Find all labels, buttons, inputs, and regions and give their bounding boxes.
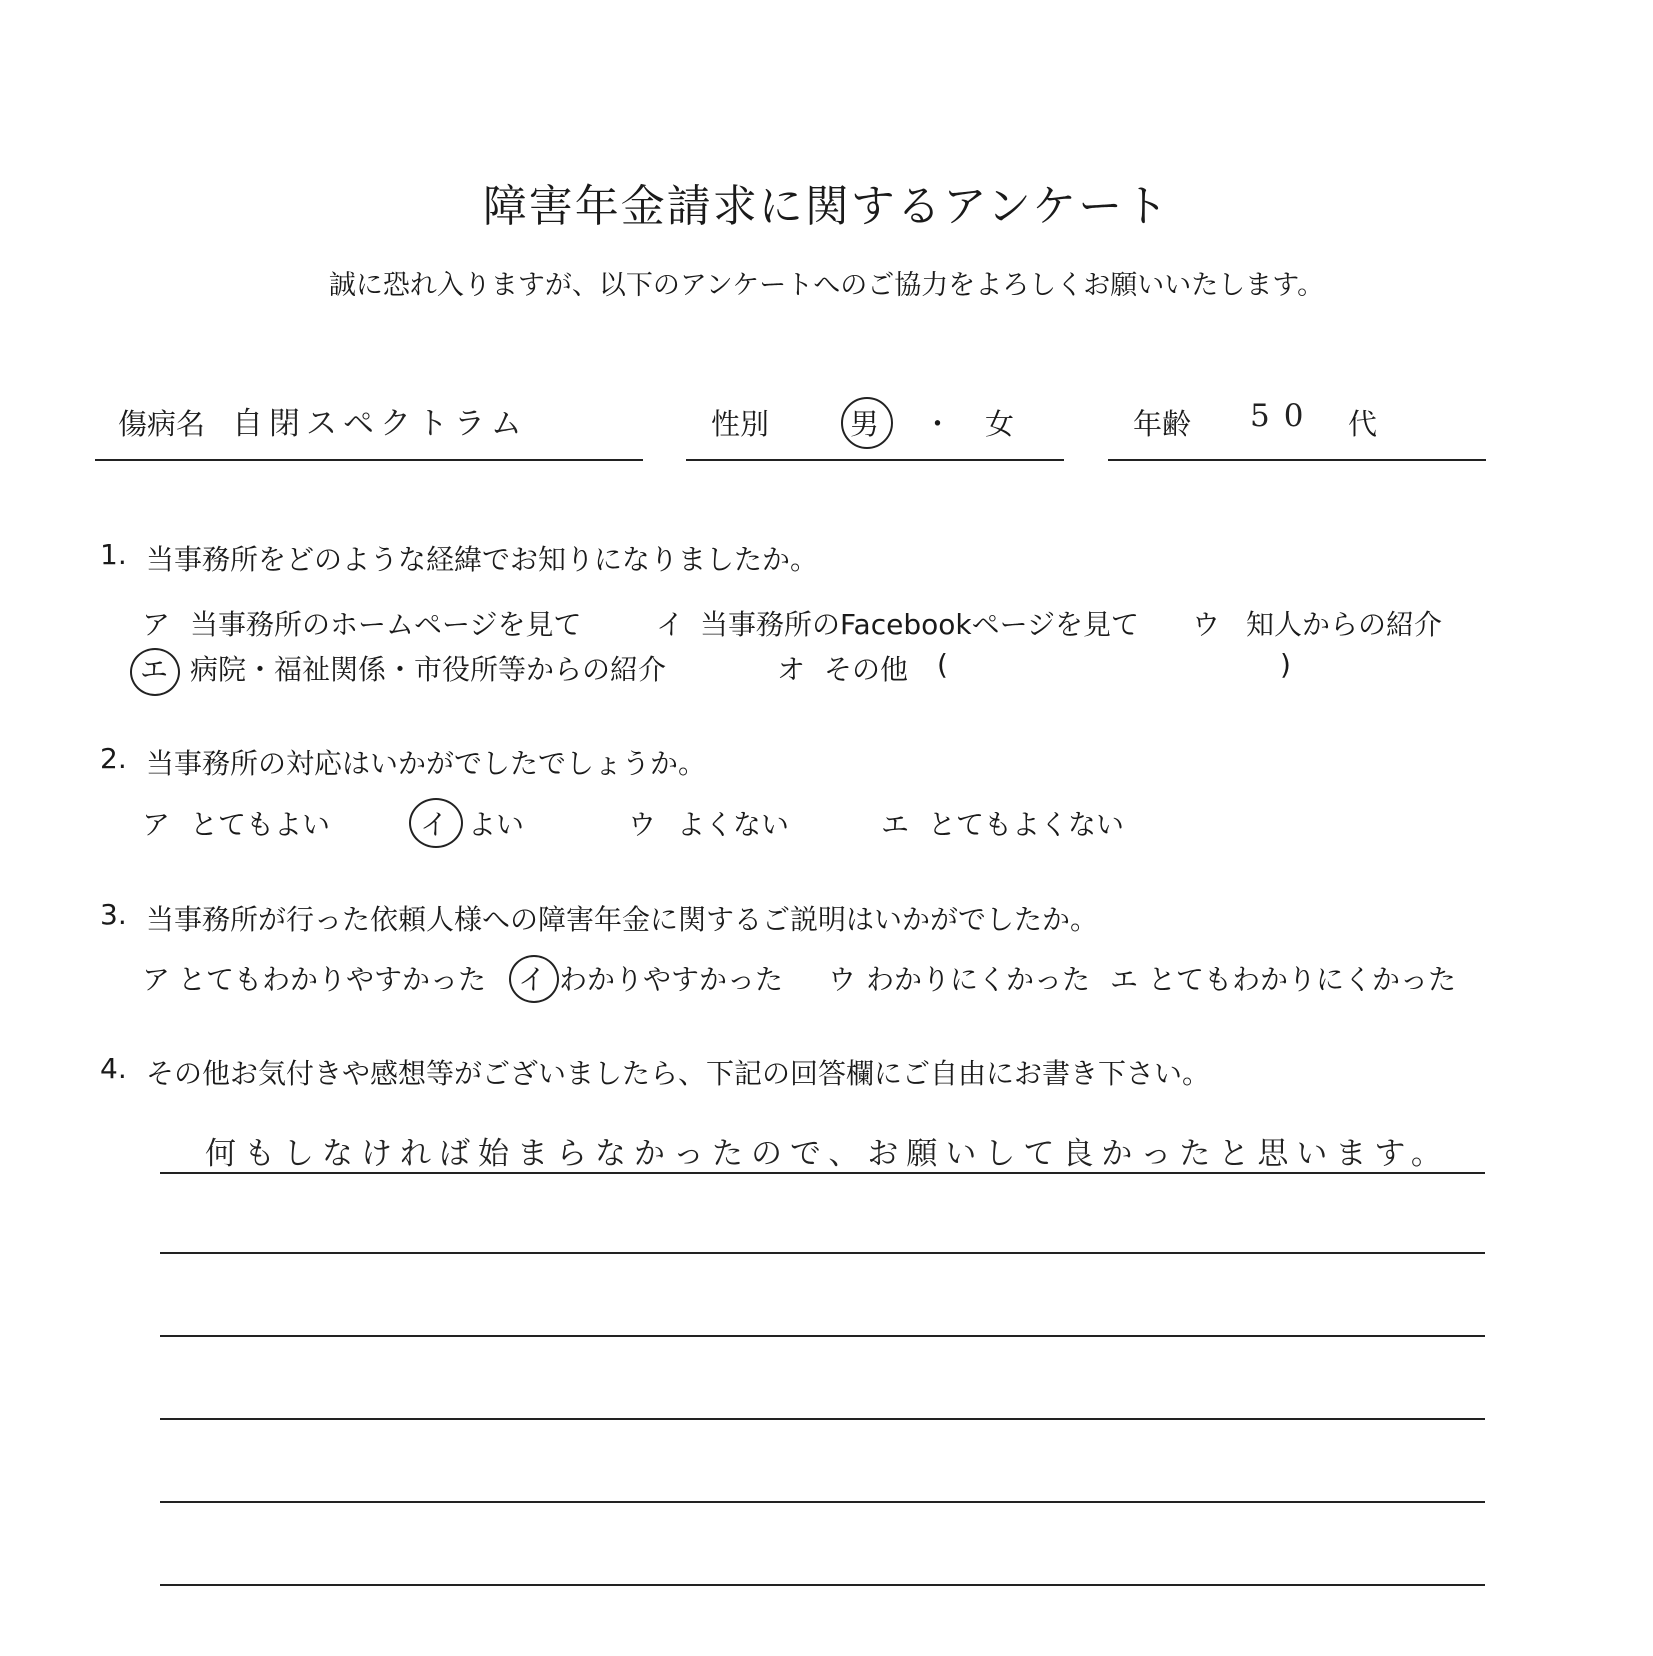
age-unit: 代 — [1348, 407, 1378, 441]
answer-line — [160, 1172, 1485, 1174]
q1-other-close-paren: ) — [1280, 648, 1291, 681]
q3-text: 当事務所が行った依頼人様への障害年金に関するご説明はいかがでしたか。 — [146, 903, 1099, 936]
q3-option-a-label: とてもわかりやすかった — [178, 963, 487, 996]
answer-line — [160, 1584, 1485, 1586]
gender-option-female[interactable]: 女 — [985, 407, 1015, 441]
q1-option-a-label: 当事務所のホームページを見て — [190, 608, 582, 641]
q2-option-a-letter[interactable]: ア — [142, 808, 171, 841]
answer-line — [160, 1252, 1485, 1254]
q3-option-a-letter[interactable]: ア — [142, 963, 171, 996]
q1-text: 当事務所をどのような経緯でお知りになりましたか。 — [146, 543, 819, 576]
q3-option-b-letter[interactable]: イ — [518, 963, 547, 996]
q4-text: その他お気付きや感想等がございましたら、下記の回答欄にご自由にお書き下さい。 — [146, 1057, 1211, 1090]
age-label: 年齢 — [1133, 407, 1192, 441]
gender-separator: ・ — [923, 407, 953, 441]
q1-option-d-letter[interactable]: エ — [140, 653, 169, 686]
q2-option-d-label: とてもよくない — [928, 808, 1125, 841]
q2-option-a-label: とてもよい — [190, 808, 331, 841]
q3-number: 3. — [100, 898, 127, 931]
q1-other-open-paren: ( — [937, 648, 948, 681]
q3-option-c-label: わかりにくかった — [866, 963, 1091, 996]
q4-answer-text[interactable]: 何もしなければ始まらなかったので、お願いして良かったと思います。 — [205, 1136, 1450, 1172]
q2-text: 当事務所の対応はいかがでしたでしょうか。 — [146, 747, 707, 780]
q1-option-c-letter[interactable]: ウ — [1192, 608, 1221, 641]
q1-option-e-letter[interactable]: オ — [777, 653, 806, 686]
q1-option-e-label: その他 — [824, 653, 909, 686]
q1-option-d-label: 病院・福祉関係・市役所等からの紹介 — [190, 653, 667, 686]
gender-label: 性別 — [711, 407, 770, 441]
age-value[interactable]: 50 — [1250, 398, 1318, 434]
q2-option-c-letter[interactable]: ウ — [628, 808, 657, 841]
q2-option-d-letter[interactable]: エ — [881, 808, 910, 841]
q4-number: 4. — [100, 1052, 127, 1085]
diagnosis-underline — [95, 459, 643, 461]
answer-line — [160, 1418, 1485, 1420]
page-title: 障害年金請求に関するアンケート — [482, 181, 1171, 232]
gender-option-male[interactable]: 男 — [850, 407, 880, 441]
answer-line — [160, 1335, 1485, 1337]
q3-option-c-letter[interactable]: ウ — [828, 963, 857, 996]
q1-option-a-letter[interactable]: ア — [142, 608, 171, 641]
q1-option-b-letter[interactable]: イ — [656, 608, 685, 641]
q3-option-d-letter[interactable]: エ — [1110, 963, 1139, 996]
gender-underline — [686, 459, 1064, 461]
q1-option-c-label: 知人からの紹介 — [1246, 608, 1443, 641]
diagnosis-label: 傷病名 — [118, 407, 206, 441]
q1-number: 1. — [100, 538, 127, 571]
q2-option-b-label: よい — [468, 808, 525, 841]
diagnosis-value[interactable]: 自閉スペクトラム — [232, 406, 528, 442]
q2-option-c-label: よくない — [677, 808, 790, 841]
answer-line — [160, 1501, 1485, 1503]
q3-option-d-label: とてもわかりにくかった — [1148, 963, 1457, 996]
q3-option-b-label: わかりやすかった — [559, 963, 784, 996]
q2-number: 2. — [100, 742, 127, 775]
page-subtitle: 誠に恐れ入りますが、以下のアンケートへのご協力をよろしくお願いいたします。 — [328, 270, 1325, 301]
q1-option-b-label: 当事務所のFacebookページを見て — [700, 608, 1140, 641]
q2-option-b-letter[interactable]: イ — [420, 808, 449, 841]
age-underline — [1108, 459, 1486, 461]
